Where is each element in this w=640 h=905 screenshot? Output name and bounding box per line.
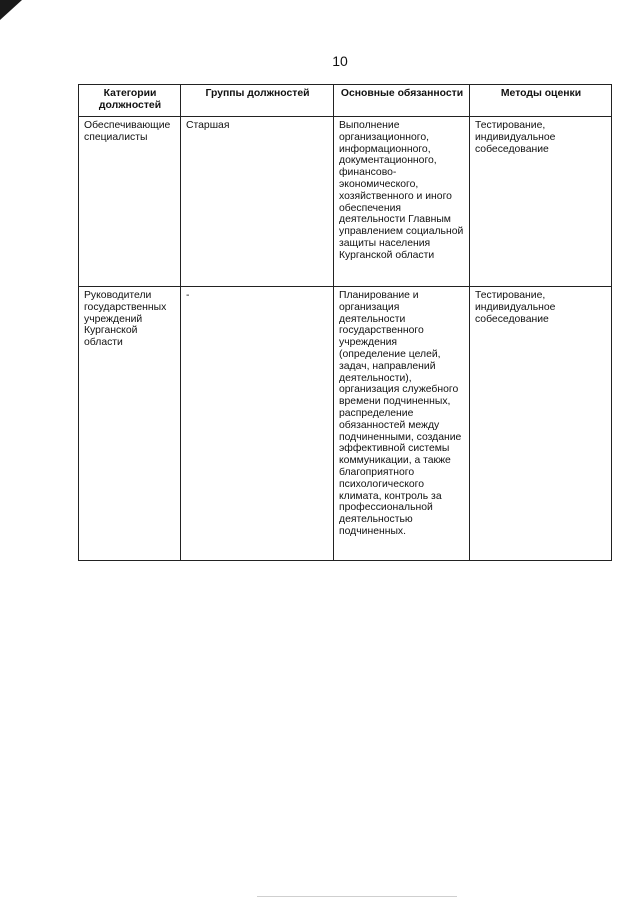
cell-category: Руководители государственных учреждений Курганской области [79, 287, 181, 561]
header-methods: Методы оценки [470, 85, 612, 117]
cell-group: - [181, 287, 334, 561]
duties-table [78, 84, 612, 561]
table-header-row [79, 85, 612, 117]
page-bottom-rule [257, 896, 457, 897]
cell-methods: Тестирование, индивидуальное собеседование [470, 287, 612, 561]
cell-methods: Тестирование, индивидуальное собеседование [470, 117, 612, 287]
table-row [79, 287, 612, 561]
cell-duties: Выполнение организационного, информационного, документационного, финансово-экономического, хозяйственного и иного обеспечения деятельности Главным управлением социальной защиты населения Курганской области [334, 117, 470, 287]
header-duties: Основные обязанности [334, 85, 470, 117]
page-number: 10 [332, 53, 348, 69]
cell-group: Старшая [181, 117, 334, 287]
header-category: Категории должностей [79, 85, 181, 117]
header-group: Группы должностей [181, 85, 334, 117]
table-row [79, 117, 612, 287]
cell-duties: Планирование и организация деятельности государственного учреждения (определение целей, задач, направлений деятельности), организация служебного времени подчиненных, распределение обязанностей между подчиненными, создание эффективной системы коммуникации, а также благоприятного психологического климата, контроль за профессиональной деятельностью подчиненных. [334, 287, 470, 561]
corner-scan-mark [0, 0, 22, 20]
cell-category: Обеспечивающие специалисты [79, 117, 181, 287]
